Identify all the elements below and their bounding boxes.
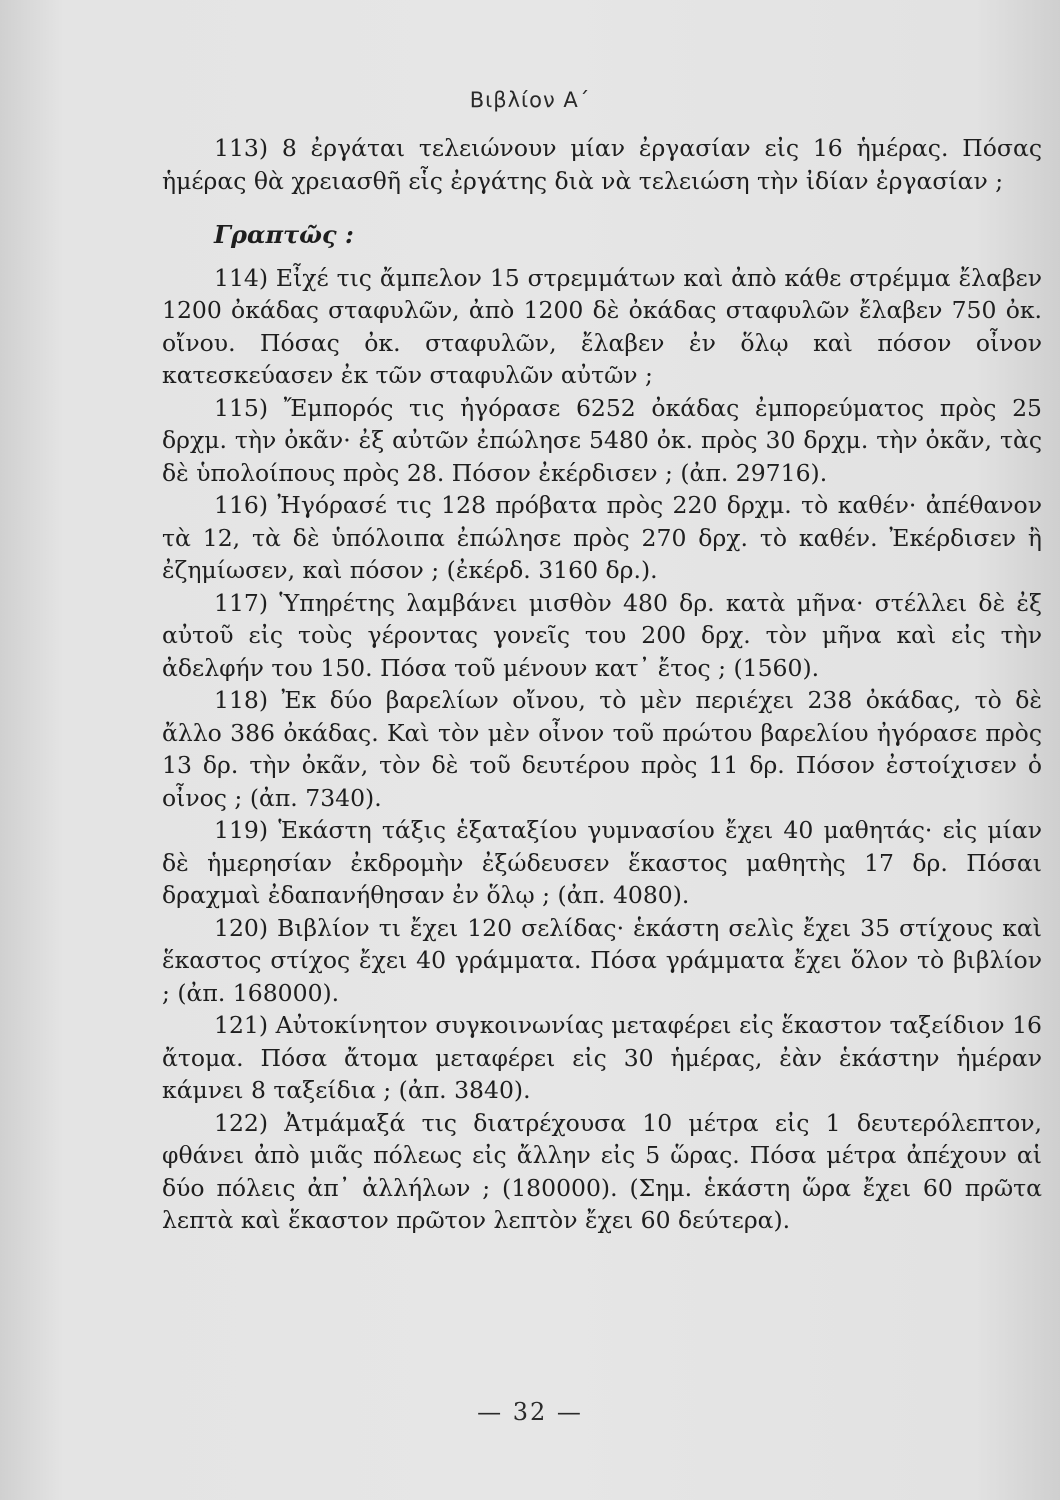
problem-120: 120) Βιβλίον τι ἔχει 120 σελίδας· ἑκάστη σελὶς ἔχει 35 στίχους καὶ ἕκαστος στίχος ἔχει 40 γράμματα. Πόσα γράμματα ἔχει ὅλον τὸ βιβλίον ; (ἀπ. 168000).	[162, 913, 1042, 1007]
problem-122: 122) Ἀτμάμαξά τις διατρέχουσα 10 μέτρα εἰς 1 δευτερόλεπτον, φθάνει ἀπὸ μιᾶς πόλεως εἰς ἄλλην εἰς 5 ὥρας. Πόσα μέτρα ἀπέχουν αἱ δύο πόλεις ἀπ᾽ ἀλλήλων ; (180000). (Σημ. ἑκάστη ὥρα ἔχει 60 πρῶτα λεπτὰ καὶ ἕκαστον πρῶτον λεπτὸν ἔχει 60 δεύτερα).	[162, 1108, 1042, 1234]
problem-118: 118) Ἐκ δύο βαρελίων οἴνου, τὸ μὲν περιέχει 238 ὀκάδας, τὸ δὲ ἄλλο 386 ὀκάδας. Καὶ τὸν μὲν οἶνον τοῦ πρώτου βαρελίου ἠγόρασε πρὸς 13 δρ. τὴν ὀκᾶν, τὸν δὲ τοῦ δευτέρου πρὸς 11 δρ. Πόσον ἐστοίχισεν ὁ οἶνος ; (ἀπ. 7340).	[162, 686, 1042, 812]
problem-117: 117) Ὑπηρέτης λαμβάνει μισθὸν 480 δρ. κατὰ μῆνα· στέλλει δὲ ἐξ αὐτοῦ εἰς τοὺς γέροντας γονεῖς του 200 δρχ. τὸν μῆνα καὶ εἰς τὴν ἀδελφήν του 150. Πόσα τοῦ μένουν κατ᾽ ἔτος ; (1560).	[162, 588, 1042, 682]
problem-115: 115) Ἔμπορός τις ἠγόρασε 6252 ὀκάδας ἐμπορεύματος πρὸς 25 δρχμ. τὴν ὀκᾶν· ἐξ αὐτῶν ἐπώλησε 5480 ὀκ. πρὸς 30 δρχμ. τὴν ὀκᾶν, τὰς δὲ ὑπολοίπους πρὸς 28. Πόσον ἐκέρδισεν ; (ἀπ. 29716).	[162, 393, 1042, 487]
section-heading: Γραπτῶς :	[214, 220, 354, 249]
problem-116: 116) Ἠγόρασέ τις 128 πρόβατα πρὸς 220 δρχμ. τὸ καθέν· ἀπέθανον τὰ 12, τὰ δὲ ὑπόλοιπα ἐπώλησε πρὸς 270 δρχ. τὸ καθέν. Ἐκέρδισεν ἢ ἐζημίωσεν, καὶ πόσον ; (ἐκέρδ. 3160 δρ.).	[162, 491, 1042, 584]
running-header: Βιβλίον Α΄	[469, 88, 591, 112]
problem-113: 113) 8 ἐργάται τελειώνουν μίαν ἐργασίαν εἰς 16 ἡμέρας. Πόσας ἡμέρας θὰ χρειασθῆ εἷς ἐργάτης διὰ νὰ τελειώση τὴν ἰδίαν ἐργασίαν ;	[162, 134, 1042, 195]
page-body	[162, 132, 1042, 1237]
problem-114: 114) Εἶχέ τις ἄμπελον 15 στρεμμάτων καὶ ἀπὸ κάθε στρέμμα ἔλαβεν 1200 ὀκάδας σταφυλῶν, ἀπὸ 1200 δὲ ὀκάδας σταφυλῶν ἔλαβεν 750 ὀκ. οἴνου. Πόσας ὀκ. σταφυλῶν, ἔλαβεν ἐν ὅλῳ καὶ πόσον οἶνον κατεσκεύασεν ἐκ τῶν σταφυλῶν αὐτῶν ;	[162, 263, 1042, 389]
problem-119: 119) Ἑκάστη τάξις ἑξαταξίου γυμνασίου ἔχει 40 μαθητάς· εἰς μίαν δὲ ἡμερησίαν ἐκδρομὴν ἐξώδευσεν ἕκαστος μαθητὴς 17 δρ. Πόσαι δραχμαὶ ἐδαπανήθησαν ἐν ὅλῳ ; (ἀπ. 4080).	[162, 816, 1042, 909]
problem-121: 121) Αὐτοκίνητον συγκοινωνίας μεταφέρει εἰς ἕκαστον ταξείδιον 16 ἄτομα. Πόσα ἄτομα μεταφέρει εἰς 30 ἡμέρας, ἐὰν ἑκάστην ἡμέραν κάμνει 8 ταξείδια ; (ἀπ. 3840).	[162, 1011, 1042, 1104]
page-number: — 32 —	[477, 1398, 583, 1426]
